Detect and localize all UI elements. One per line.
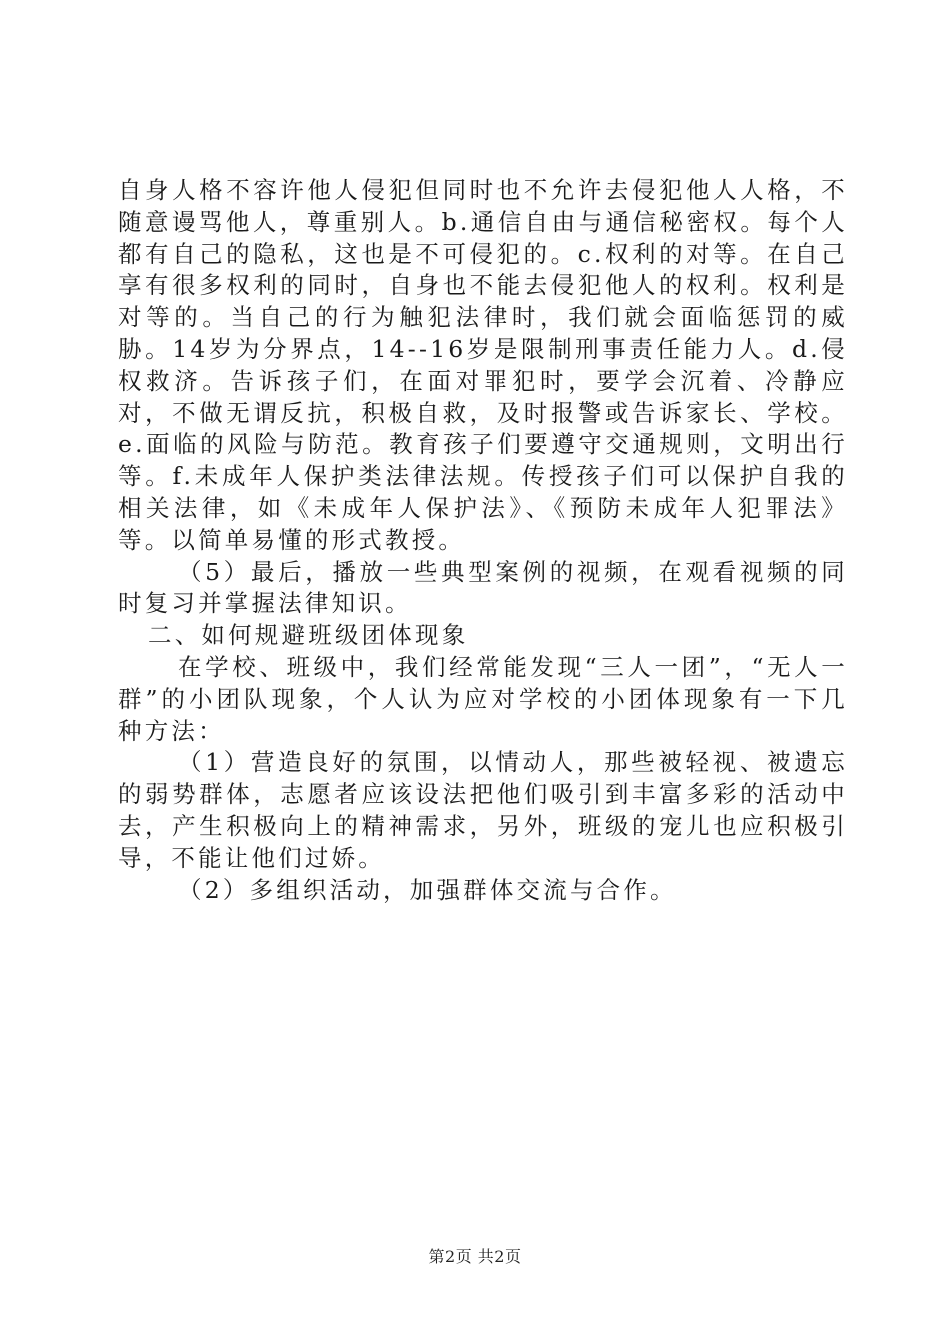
paragraph-step-5: （5）最后，播放一些典型案例的视频，在观看视频的同时复习并掌握法律知识。 (118, 557, 848, 618)
section-heading-2: 二、如何规避班级团体现象 (148, 621, 469, 650)
paragraph-method-1: （1）营造良好的氛围，以情动人，那些被轻视、被遗忘的弱势群体，志愿者应该设法把他们吸引到丰富多彩的活动中去，产生积极向上的精神需求，另外，班级的宠儿也应积极引导，不能让他们过娇。 (118, 748, 848, 872)
paragraph-method-2: （2）多组织活动，加强群体交流与合作。 (178, 875, 677, 904)
paragraph-rights-list: 自身人格不容许他人侵犯但同时也不允许去侵犯他人人格，不随意谩骂他人，尊重别人。b.通信自由与通信秘密权。每个人都有自己的隐私，这也是不可侵犯的。c.权利的对等。在自己享有很多权利的同时，自身也不能去侵犯他人的权利。权利是对等的。当自己的行为触犯法律时，我们就会面临惩罚的威胁。14岁为分界点，14--16岁是限制刑事责任能力人。d.侵权救济。告诉孩子们，在面对罪犯时，要学会沉着、冷静应对，不做无谓反抗，积极自救，及时报警或告诉家长、学校。e.面临的风险与防范。教育孩子们要遵守交通规则，文明出行等。f.未成年人保护类法律法规。传授孩子们可以保护自我的相关法律，如《未成年人保护法》、《预防未成年人犯罪法》等。以简单易懂的形式教授。 (118, 176, 848, 554)
document-body (118, 175, 848, 906)
page-footer: 第2页 共2页 (428, 1247, 522, 1266)
paragraph-section-intro: 在学校、班级中，我们经常能发现“三人一团”，“无人一群”的小团队现象，个人认为应对学校的小团体现象有一下几种方法： (118, 652, 848, 745)
